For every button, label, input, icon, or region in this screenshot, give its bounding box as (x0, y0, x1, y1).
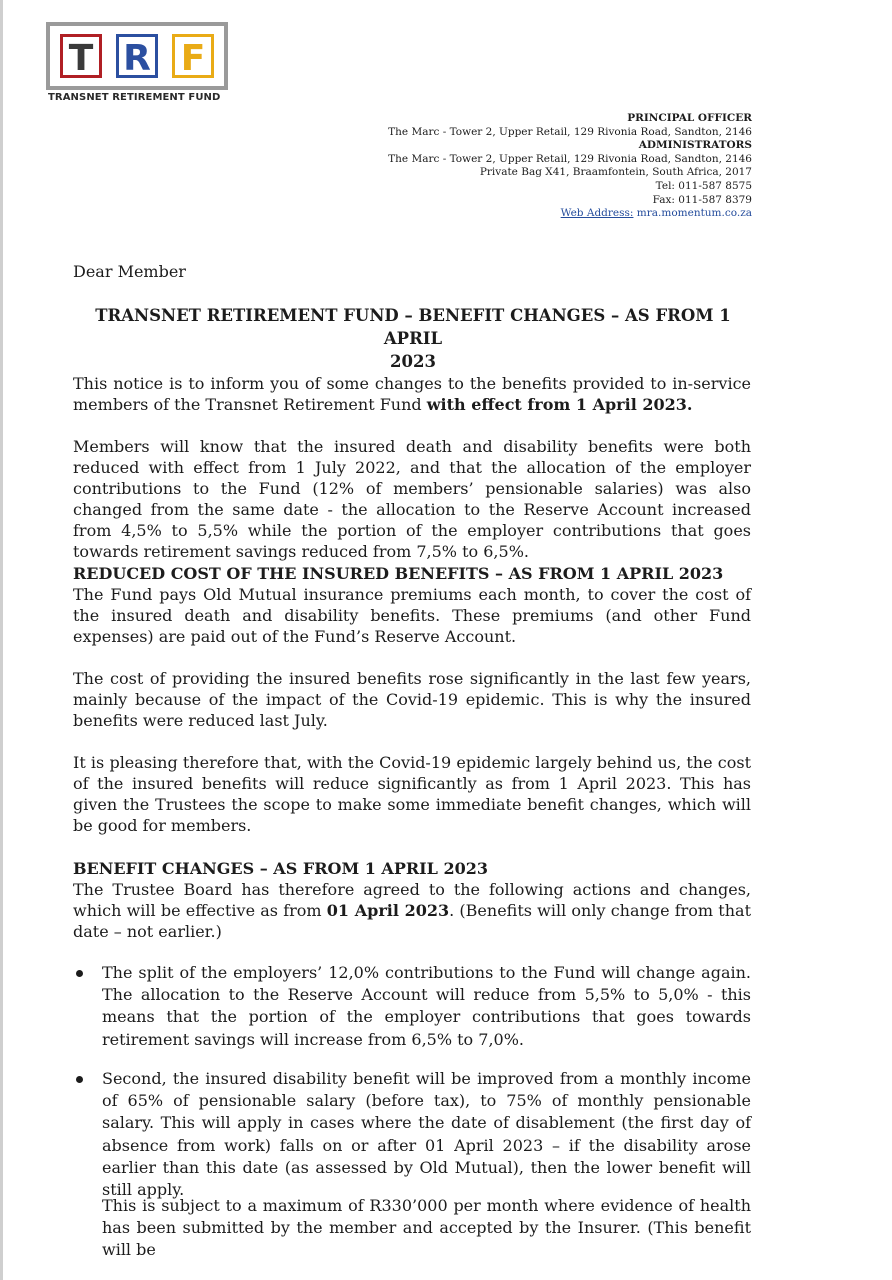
bullet-point (76, 970, 83, 977)
logo-caption: TRANSNET RETIREMENT FUND (48, 92, 221, 103)
logo-letter-f: F (172, 34, 214, 78)
telephone: Tel: 011-587 8575 (655, 179, 752, 192)
disability-maximum-paragraph: This is subject to a maximum of R330’000 per month where evidence of health has been submitted by the member and accepted by the Insurer. (This benefit will be (102, 1196, 751, 1260)
section-heading-benefit-changes: BENEFIT CHANGES – AS FROM 1 APRIL 2023 (73, 859, 488, 878)
private-bag: Private Bag X41, Braamfontein, South Africa, 2017 (479, 166, 752, 179)
trustee-board-paragraph (73, 879, 751, 942)
letter-title-line1: TRANSNET RETIREMENT FUND – BENEFIT CHANGES – AS FROM 1 APRIL (95, 306, 731, 348)
section-heading-reduced-cost: REDUCED COST OF THE INSURED BENEFITS – AS FROM 1 APRIL 2023 (73, 564, 724, 583)
intro-text: This notice is to inform you of some changes to the benefits provided to in-service members of the Transnet Retirement Fund (73, 374, 751, 414)
letter-title-line2: 2023 (390, 352, 436, 371)
logo-letter-t: T (60, 34, 102, 78)
trustee-text-b: . (Benefits will only change from that date – not earlier.) (73, 901, 752, 941)
page-edge (0, 0, 3, 1280)
address-block (388, 112, 752, 221)
fax: Fax: 011-587 8379 (652, 193, 752, 206)
bullet-disability-benefit: Second, the insured disability benefit will be improved from a monthly income of 65% of pensionable salary (before tax), to 75% of monthly pensionable salary. This will apply in cases where the date of disablement (the first day of absence from work) falls on or after 01 April 2023 – if the disability arose earlier than this date (as assessed by Old Mutual), then the lower benefit will still apply. (102, 1069, 751, 1200)
background-paragraph: Members will know that the insured death and disability benefits were both reduced with effect from 1 July 2022, and that the allocation of the employer contributions to the Fund (12% of members’ pensionable salaries) was also changed from the same date - the allocation to the Reserve Account increased from 4,5% to 5,5% while the portion of the employer contributions that goes towards retirement savings reduced from 7,5% to 6,5%. (73, 437, 751, 561)
bullet-point (76, 1076, 83, 1083)
web-address-label: Web Address: (560, 207, 634, 220)
cost-rise-paragraph: The cost of providing the insured benefits rose significantly in the last few years, mainly because of the impact of the Covid-19 epidemic. This is why the insured benefits were reduced last July. (73, 669, 751, 730)
trustee-text-a: The Trustee Board has therefore agreed to the following actions and changes, which will be effective as from (73, 880, 751, 920)
intro-paragraph (73, 373, 751, 415)
principal-officer-label: PRINCIPAL OFFICER (627, 112, 752, 124)
trustee-effective-date: 01 April 2023 (326, 901, 450, 920)
bullet-contribution-split: The split of the employers’ 12,0% contributions to the Fund will change again. The allocation to the Reserve Account will reduce from 5,5% to 5,0% - this means that the portion of the employer contributions that goes towards retirement savings will increase from 6,5% to 7,0%. (102, 963, 751, 1049)
administrators-label: ADMINISTRATORS (638, 139, 752, 152)
salutation: Dear Member (73, 262, 186, 281)
logo-letter-r: R (116, 34, 158, 78)
premiums-paragraph: The Fund pays Old Mutual insurance premiums each month, to cover the cost of the insured death and disability benefits. These premiums (and other Fund expenses) are paid out of the Fund’s Reserve Account. (73, 585, 751, 646)
web-address (388, 207, 752, 221)
administrators-address: The Marc - Tower 2, Upper Retail, 129 Rivonia Road, Sandton, 2146 (388, 152, 752, 165)
web-address-link[interactable]: mra.momentum.co.za (633, 207, 752, 220)
principal-officer-address: The Marc - Tower 2, Upper Retail, 129 Rivonia Road, Sandton, 2146 (388, 125, 752, 138)
letter-title (73, 304, 753, 373)
intro-effective-date: with effect from 1 April 2023. (426, 395, 693, 414)
cost-reduction-paragraph: It is pleasing therefore that, with the Covid-19 epidemic largely behind us, the cost of the insured benefits will reduce significantly as from 1 April 2023. This has given the Trustees the scope to make some immediate benefit changes, which will be good for members. (73, 753, 751, 835)
